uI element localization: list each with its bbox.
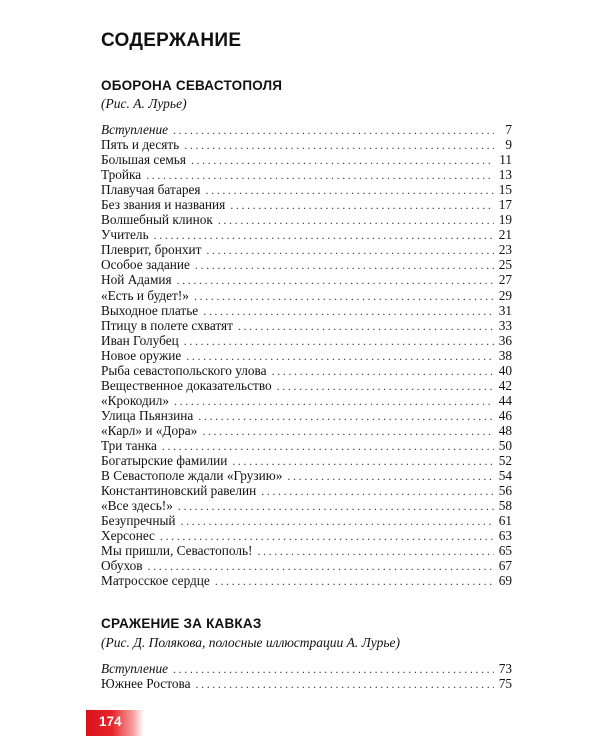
toc-entry	[101, 182, 512, 197]
toc-entry-title: «Все здесь!»	[101, 498, 173, 514]
toc-entry	[101, 152, 512, 167]
toc-entry-title: Херсонес	[101, 528, 155, 544]
toc-entry-title: В Севастополе ждали «Грузию»	[101, 468, 283, 484]
toc-entry-title: Без звания и названия	[101, 197, 226, 213]
toc-entry-title: Вступление	[101, 122, 169, 137]
toc-entry-title: Рыба севастопольского улова	[101, 362, 267, 378]
section-credit-caucasus: (Рис. Д. Полякова, полосные иллюстрации А. Лурье)	[101, 635, 400, 650]
toc-entry-page: 42	[498, 377, 512, 393]
toc-entry-page: 63	[498, 528, 512, 544]
dot-leader	[148, 559, 494, 574]
toc-entry-page: 17	[498, 197, 512, 213]
toc-entry-title: Новое оружие	[101, 347, 182, 363]
toc-entry	[101, 242, 512, 257]
toc-entry	[101, 543, 512, 558]
toc-entry-title: Плеврит, бронхит	[101, 242, 202, 258]
toc-entry-title: Пять и десять	[101, 137, 180, 153]
toc-entry	[101, 676, 512, 691]
toc-entry	[101, 318, 512, 333]
toc-entry-page: 11	[499, 152, 512, 168]
section-title-sevastopol: ОБОРОНА СЕВАСТОПОЛЯ	[101, 78, 283, 93]
toc-entry-title: Учитель	[101, 227, 149, 243]
page-number: 174	[99, 714, 122, 729]
toc-entry-title: «Крокодил»	[101, 392, 170, 408]
toc-entry	[101, 137, 512, 152]
toc-entry-page: 36	[498, 332, 512, 348]
dot-leader	[174, 394, 494, 409]
dot-leader	[202, 424, 494, 439]
toc-entry	[101, 212, 512, 227]
toc-entry-page: 65	[498, 543, 512, 559]
toc-entry	[101, 558, 512, 573]
dot-leader	[215, 574, 494, 589]
dot-leader	[287, 469, 494, 484]
dot-leader	[177, 273, 494, 288]
toc-entry	[101, 122, 512, 137]
toc-entry	[101, 363, 512, 378]
toc-entry-page: 50	[498, 437, 512, 453]
dot-leader	[196, 677, 495, 692]
toc-entry-page: 27	[498, 272, 512, 288]
dot-leader	[277, 379, 494, 394]
toc-entry	[101, 438, 512, 453]
dot-leader	[184, 138, 494, 153]
toc-entry-title: Мы пришли, Севастополь!	[101, 543, 253, 559]
toc-entry-page: 67	[498, 558, 512, 574]
toc-entry-page: 25	[498, 257, 512, 273]
dot-leader	[238, 319, 494, 334]
toc-entry-title: Плавучая батарея	[101, 182, 201, 198]
toc-entry	[101, 573, 512, 588]
toc-entry	[101, 257, 512, 272]
toc-entry	[101, 498, 512, 513]
toc-entry	[101, 661, 512, 676]
toc-entry-title: Обухов	[101, 558, 143, 574]
toc-entry-title: Тройка	[101, 167, 142, 183]
toc-entry-page: 31	[498, 302, 512, 318]
toc-entry-page: 44	[498, 392, 512, 408]
dot-leader	[186, 349, 494, 364]
toc-list-caucasus	[101, 661, 512, 691]
dot-leader	[178, 499, 494, 514]
toc-entry-page: 13	[498, 167, 512, 183]
dot-leader	[198, 409, 494, 424]
toc-entry	[101, 333, 512, 348]
section-credit-sevastopol: (Рис. А. Лурье)	[101, 96, 187, 111]
dot-leader	[203, 304, 494, 319]
toc-entry-page: 46	[498, 407, 512, 423]
toc-entry	[101, 167, 512, 182]
toc-entry-title: Три танка	[101, 437, 157, 453]
toc-entry-page: 58	[498, 498, 512, 514]
toc-entry-title: Выходное платье	[101, 302, 199, 318]
toc-entry-page: 40	[498, 362, 512, 378]
toc-entry-page: 69	[498, 573, 512, 589]
toc-entry	[101, 513, 512, 528]
dot-leader	[261, 484, 494, 499]
dot-leader	[154, 228, 494, 243]
dot-leader	[206, 183, 494, 198]
toc-entry-page: 61	[498, 513, 512, 529]
page-title: СОДЕРЖАНИЕ	[101, 30, 242, 51]
toc-entry	[101, 197, 512, 212]
dot-leader	[181, 514, 494, 529]
toc-entry	[101, 227, 512, 242]
toc-entry-page: 52	[498, 453, 512, 469]
toc-entry	[101, 453, 512, 468]
toc-entry	[101, 528, 512, 543]
toc-entry-title: Южнее Ростова	[101, 676, 191, 692]
toc-entry-title: Улица Пьянзина	[101, 407, 194, 423]
dot-leader	[195, 258, 494, 273]
toc-entry-page: 7	[505, 122, 512, 137]
dot-leader	[146, 168, 494, 183]
toc-entry	[101, 483, 512, 498]
toc-entry-title: Ной Адамия	[101, 272, 172, 288]
dot-leader	[160, 529, 494, 544]
toc-entry-title: Иван Голубец	[101, 332, 179, 348]
dot-leader	[232, 454, 494, 469]
toc-entry	[101, 272, 512, 287]
toc-entry-title: «Есть и будет!»	[101, 287, 189, 303]
toc-entry-title: Константиновский равелин	[101, 483, 257, 499]
dot-leader	[272, 364, 494, 379]
toc-entry-title: Вещественное доказательство	[101, 377, 272, 393]
dot-leader	[184, 334, 494, 349]
toc-entry-page: 48	[498, 422, 512, 438]
toc-entry-page: 23	[498, 242, 512, 258]
dot-leader	[191, 153, 494, 168]
dot-leader	[257, 544, 494, 559]
dot-leader	[162, 439, 494, 454]
toc-entry-page: 54	[498, 468, 512, 484]
dot-leader	[194, 289, 494, 304]
toc-entry-page: 21	[498, 227, 512, 243]
toc-entry-page: 38	[498, 347, 512, 363]
toc-entry	[101, 348, 512, 363]
toc-entry-title: Матросское сердце	[101, 573, 210, 589]
section-title-caucasus: СРАЖЕНИЕ ЗА КАВКАЗ	[101, 616, 262, 631]
toc-entry	[101, 408, 512, 423]
toc-entry-page: 56	[498, 483, 512, 499]
dot-leader	[230, 198, 494, 213]
toc-entry	[101, 423, 512, 438]
toc-entry-title: Вступление	[101, 661, 169, 676]
toc-entry-page: 29	[498, 287, 512, 303]
toc-entry	[101, 468, 512, 483]
toc-entry-page: 75	[498, 676, 512, 692]
toc-entry-page: 33	[498, 317, 512, 333]
dot-leader	[173, 123, 494, 138]
toc-entry-page: 15	[498, 182, 512, 198]
toc-entry	[101, 288, 512, 303]
toc-entry	[101, 378, 512, 393]
toc-entry-title: Безупречный	[101, 513, 176, 529]
toc-entry-title: Богатырские фамилии	[101, 453, 228, 469]
toc-entry-title: Особое задание	[101, 257, 190, 273]
toc-list-sevastopol	[101, 122, 512, 588]
toc-entry	[101, 303, 512, 318]
toc-entry-title: «Карл» и «Дора»	[101, 422, 198, 438]
dot-leader	[218, 213, 494, 228]
dot-leader	[173, 662, 494, 677]
page-number-badge	[86, 710, 144, 736]
toc-entry-title: Волшебный клинок	[101, 212, 213, 228]
toc-entry-title: Большая семья	[101, 152, 186, 168]
toc-entry	[101, 393, 512, 408]
toc-entry-page: 9	[505, 137, 512, 153]
toc-entry-page: 19	[498, 212, 512, 228]
dot-leader	[206, 243, 494, 258]
toc-entry-title: Птицу в полете схватят	[101, 317, 233, 333]
toc-entry-page: 73	[498, 661, 512, 676]
